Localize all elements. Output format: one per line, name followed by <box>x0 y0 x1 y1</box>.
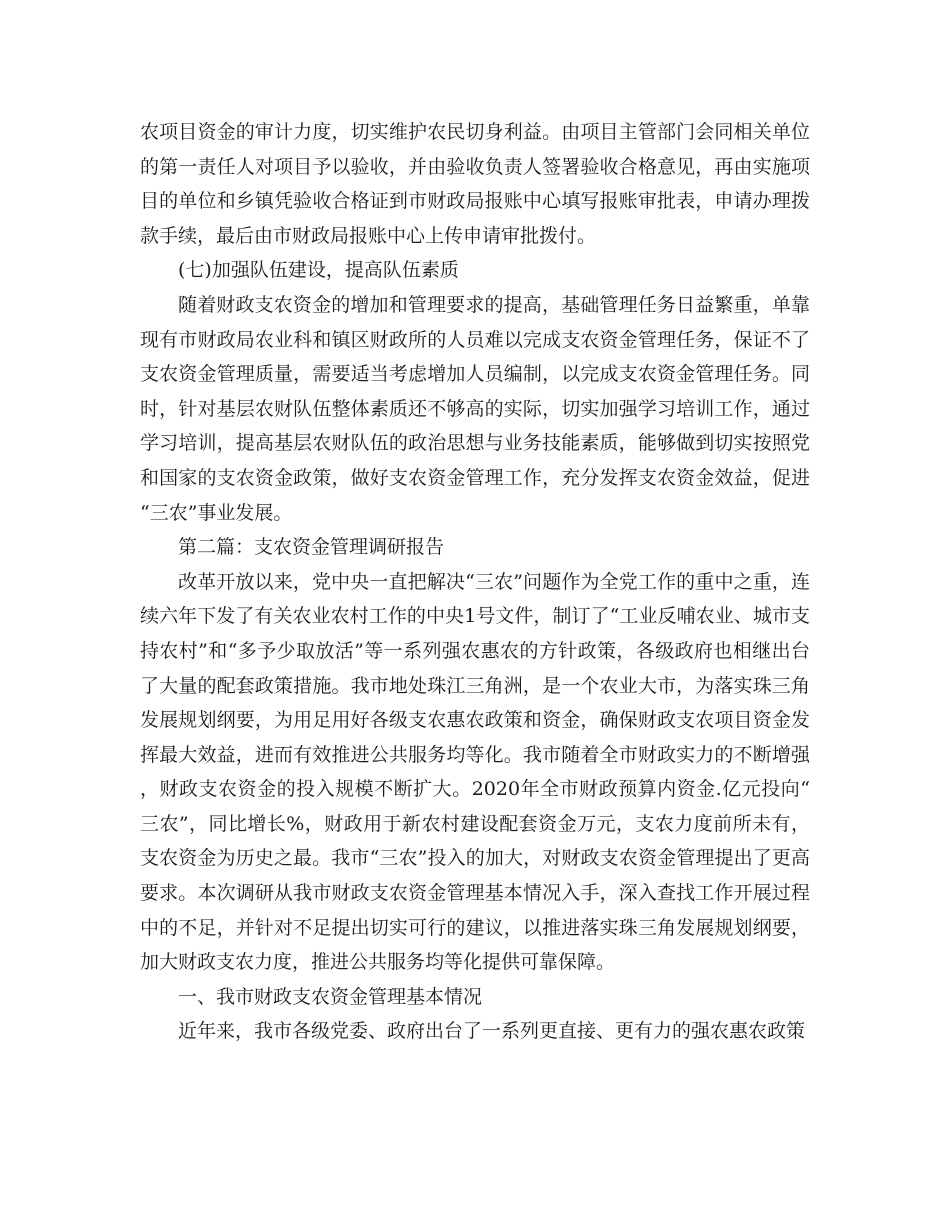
section-heading-one: 一、我市财政支农资金管理基本情况 <box>178 985 483 1008</box>
body-paragraph-introduction: 改革开放以来，党中央一直把解决“三农”问题作为全党工作的重中之重，连续六年下发了有关农业农村工作的中央1号文件，制订了“工业反哺农业、城市支持农村”和“多予少取放活”等一系列强农惠农的方针政策，各级政府也相继出台了大量的配套政策措施。我市地处珠江三角洲，是一个农业大市，为落实珠三角发展规划纲要，为用足用好各级支农惠农政策和资金，确保财政支农项目资金发挥最大效益，进而有效推进公共服务均等化。我市随着全市财政实力的不断增强，财政支农资金的投入规模不断扩大。2020年全市财政预算内资金.亿元投向“三农”，同比增长%，财政用于新农村建设配套资金万元，支农力度前所未有，支农资金为历史之最。我市“三农”投入的加大，对财政支农资金管理提出了更高要求。本次调研从我市财政支农资金管理基本情况入手，深入查找工作开展过程中的不足，并针对不足提出切实可行的建议，以推进落实珠三角发展规划纲要，加大财政支农力度，推进公共服务均等化提供可靠保障。 <box>140 570 810 974</box>
body-paragraph-continued: 农项目资金的审计力度，切实维护农民切身利益。由项目主管部门会同相关单位的第一责任人对项目予以验收，并由验收负责人签署验收合格意见，再由实施项目的单位和乡镇凭验收合格证到市财政局报账中心填写报账审批表，申请办理拨款手续，最后由市财政局报账中心上传申请审批拨付。 <box>140 121 810 247</box>
body-paragraph-team-building: 随着财政支农资金的增加和管理要求的提高，基础管理任务日益繁重，单靠现有市财政局农业科和镇区财政所的人员难以完成支农资金管理任务，保证不了支农资金管理质量，需要适当考虑增加人员编制，以完成支农资金管理任务。同时，针对基层农财队伍整体素质还不够高的实际，切实加强学习培训工作，通过学习培训，提高基层农财队伍的政治思想与业务技能素质，能够做到切实按照党和国家的支农资金政策，做好支农资金管理工作，充分发挥支农资金效益，促进“三农”事业发展。 <box>140 293 810 524</box>
chapter-title-second: 第二篇：支农资金管理调研报告 <box>178 536 445 559</box>
body-paragraph-recent-years: 近年来，我市各级党委、政府出台了一系列更直接、更有力的强农惠农政策 <box>178 1020 806 1043</box>
section-heading-seven: (七)加强队伍建设，提高队伍素质 <box>178 259 459 282</box>
